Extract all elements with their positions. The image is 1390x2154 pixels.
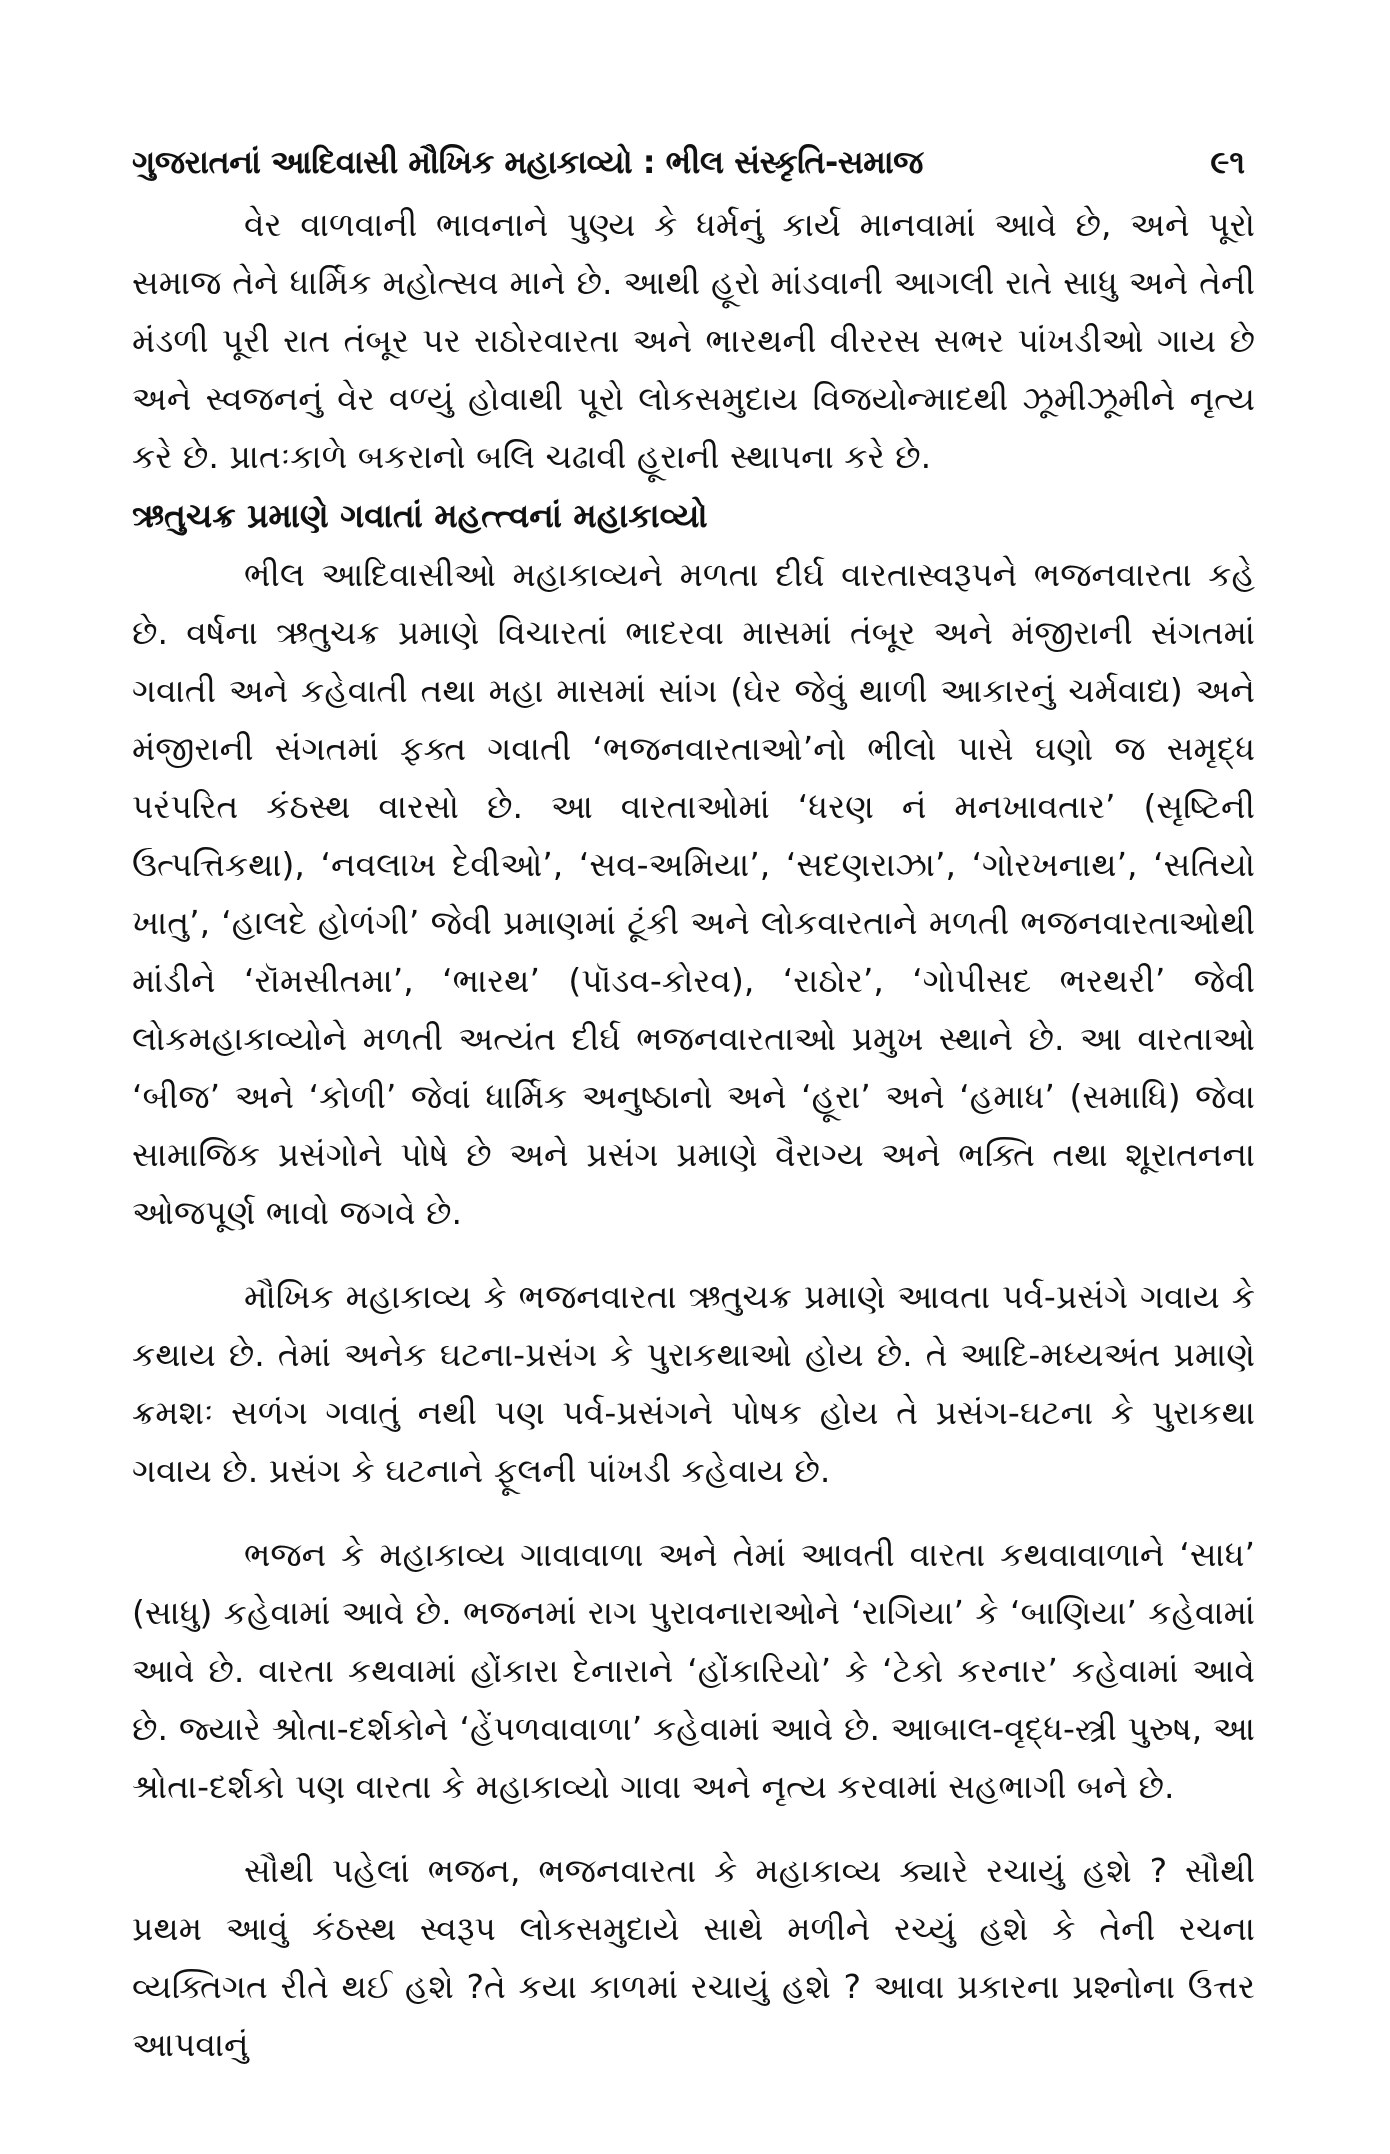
paragraph-singers: ભજન કે મહાકાવ્ય ગાવાવાળા અને તેમાં આવતી વારતા કથવાવાળાને ‘સાધ’ (સાધુ) કહેવામાં આવે છે. ભજનમાં રાગ પુરાવનારાઓને ‘રાગિયા’ કે ‘બાણિયા’ કહેવામાં આવે છે. વારતા કથવામાં હોંકારા દેનારાને ‘હોંકારિયો’ કે ‘ટેકો કરનાર’ કહેવામાં આવે છે. જ્યારે શ્રોતા-દર્શકોને ‘હેંપળવાવાળા’ કહેવામાં આવે છે. આબાલ-વૃદ્ધ-સ્ત્રી પુરુષ, આ શ્રોતા-દર્શકો પણ વારતા કે મહાકાવ્યો ગાવા અને નૃત્ય કરવામાં સહભાગી બને છે.: [132, 1535, 1255, 1806]
paragraph-origin-question: સૌથી પહેલાં ભજન, ભજનવારતા કે મહાકાવ્ય ક્યારે રચાયું હશે ? સૌથી પ્રથમ આવું કંઠસ્થ સ્વરૂપ લોકસમુદાયે સાથે મળીને રચ્યું હશે કે તેની રચના વ્યક્તિગત રીતે થઈ હશે ?તે કયા કાળમાં રચાયું હશે ? આવા પ્રકારના પ્રશ્નોના ઉત્તર આપવાનું: [132, 1851, 1255, 2064]
section-heading: ઋતુચક્ર પ્રમાણે ગવાતાં મહત્ત્વનાં મહાકાવ્યો: [132, 496, 708, 535]
running-header: [132, 140, 1255, 184]
paragraph-oral-epic: મૌખિક મહાકાવ્ય કે ભજનવારતા ઋતુચક્ર પ્રમાણે આવતા પર્વ-પ્રસંગે ગવાય કે કથાય છે. તેમાં અનેક ઘટના-પ્રસંગ કે પુરાકથાઓ હોય છે. તે આદિ-મધ્યઅંત પ્રમાણે ક્રમશઃ સળંગ ગવાતું નથી પણ પર્વ-પ્રસંગને પોષક હોય તે પ્રસંગ-ઘટના કે પુરાકથા ગવાય છે. પ્રસંગ કે ઘટનાને ફૂલની પાંખડી કહેવાય છે.: [132, 1277, 1255, 1490]
body-text: [132, 196, 1255, 2074]
paragraph-bhajanvarta: ભીલ આદિવાસીઓ મહાકાવ્યને મળતા દીર્ઘ વારતાસ્વરૂપને ભજનવારતા કહે છે. વર્ષના ઋતુચક્ર પ્રમાણે વિચારતાં ભાદરવા માસમાં તંબૂર અને મંજીરાની સંગતમાં ગવાતી અને કહેવાતી તથા મહા માસમાં સાંગ (ઘેર જેવું થાળી આકારનું ચર્મવાદ્ય) અને મંજીરાની સંગતમાં ફક્ત ગવાતી ‘ભજનવારતાઓ’નો ભીલો પાસે ઘણો જ સમૃદ્ધ પરંપરિત કંઠસ્થ વારસો છે. આ વારતાઓમાં ‘ધરણ નં મનખાવતાર’ (સૃષ્ટિની ઉત્પત્તિકથા), ‘નવલાખ દેવીઓ’, ‘સવ-અમિયા’, ‘સદણરાઝા’, ‘ગોરખનાથ’, ‘સતિયો ખાતુ’, ‘હાલદે હોળંગી’ જેવી પ્રમાણમાં ટૂંકી અને લોકવારતાને મળતી ભજનવારતાઓથી માંડીને ‘રૉમસીતમા’, ‘ભારથ’ (પૉડવ-કોરવ), ‘રાઠોર’, ‘ગોપીસદ ભરથરી’ જેવી લોકમહાકાવ્યોને મળતી અત્યંત દીર્ઘ ભજનવારતાઓ પ્રમુખ સ્થાને છે. આ વારતાઓ ‘બીજ’ અને ‘કોળી’ જેવાં ધાર્મિક અનુષ્ઠાનો અને ‘હૂરા’ અને ‘હમાધ’ (સમાધિ) જેવા સામાજિક પ્રસંગોને પોષે છે અને પ્રસંગ પ્રમાણે વૈરાગ્ય અને ભક્તિ તથા શૂરાતનના ઓજપૂર્ણ ભાવો જગવે છે.: [132, 555, 1255, 1232]
running-title: ગુજરાતનાં આદિવાસી મૌખિક મહાકાવ્યો : ભીલ સંસ્કૃતિ-સમાજ: [132, 143, 923, 181]
page-number: ૯૧: [1210, 143, 1245, 181]
paragraph-revenge-festival: વેર વાળવાની ભાવનાને પુણ્ય કે ધર્મનું કાર્ય માનવામાં આવે છે, અને પૂરો સમાજ તેને ધાર્મિક મહોત્સવ માને છે. આથી હૂરો માંડવાની આગલી રાતે સાધુ અને તેની મંડળી પૂરી રાત તંબૂર પર રાઠોરવારતા અને ભારથની વીરરસ સભર પાંખડીઓ ગાય છે અને સ્વજનનું વેર વળ્યું હોવાથી પૂરો લોકસમુદાય વિજયોન્માદથી ઝૂમીઝૂમીને નૃત્ય કરે છે. પ્રાતઃકાળે બકરાનો બલિ ચઢાવી હૂરાની સ્થાપના કરે છે.: [132, 205, 1255, 476]
